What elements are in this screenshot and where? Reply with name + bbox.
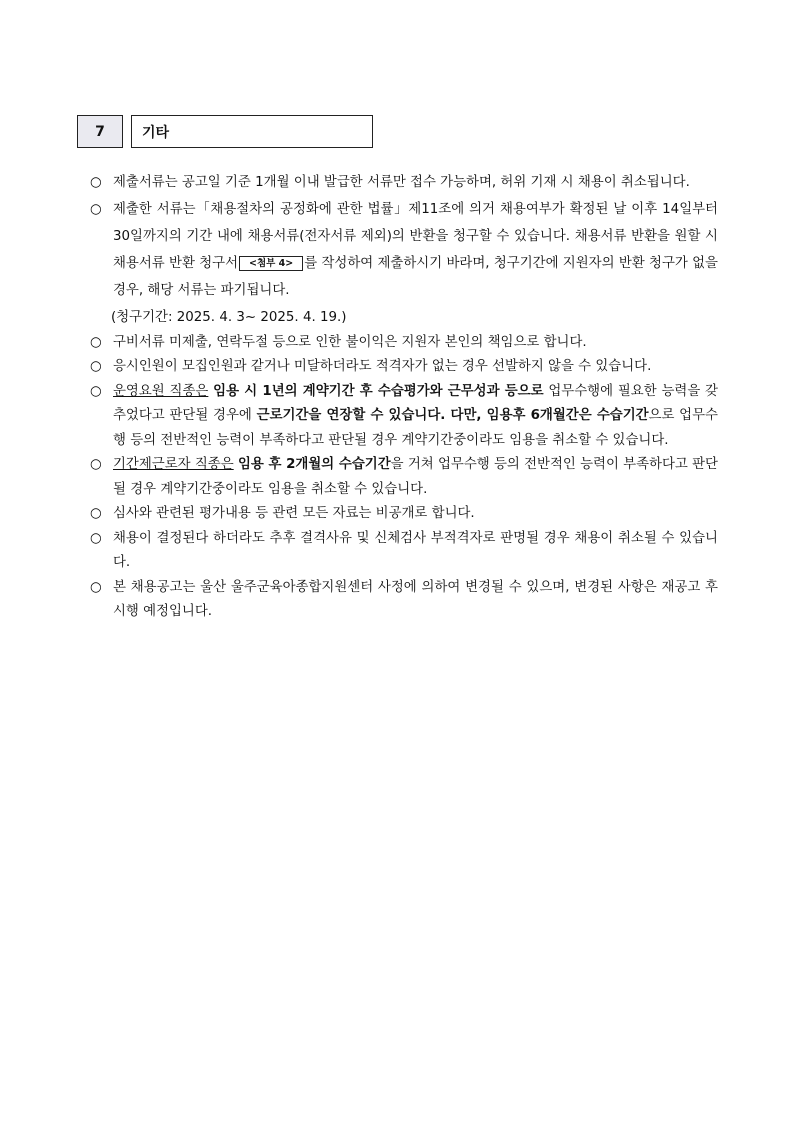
list-item (90, 171, 718, 196)
item-text: 본 채용공고는 울산 울주군육아종합지원센터 사정에 의하여 변경될 수 있으며, 변경된 사항은 재공고 후 시행 예정입니다. (113, 579, 718, 619)
bullet-icon: ○ (90, 201, 102, 217)
item-text: 심사와 관련된 평가내용 등 관련 모든 자료는 비공개로 합니다. (113, 506, 475, 521)
list-item (90, 527, 718, 576)
section-header (77, 115, 373, 148)
claim-period: (청구기간: 2025. 4. 3~ 2025. 4. 19.) (111, 309, 347, 325)
notice-list (90, 171, 718, 625)
bullet-icon: ○ (90, 175, 102, 190)
list-item (90, 196, 718, 331)
bold-text: 근로기간을 연장할 수 있습니다. 다만, 임용후 6개월간은 수습기간 (256, 408, 649, 423)
underlined-text: 기간제근로자 직종은 (113, 457, 234, 472)
section-number: 7 (77, 115, 123, 148)
list-item (90, 453, 718, 502)
bold-text: 임용 후 2개월의 수습기간 (237, 457, 391, 472)
item-text: 구비서류 미제출, 연락두절 등으로 인한 불이익은 지원자 본인의 책임으로 합니다. (113, 334, 587, 350)
bullet-icon: ○ (90, 383, 102, 399)
section-title: 기타 (131, 115, 373, 148)
list-item (90, 502, 718, 527)
item-text: 업무수행에 필요한 능력을 갖추었다고 판단될 경우에 (113, 383, 718, 423)
item-text: 응시인원이 모집인원과 같거나 미달하더라도 적격자가 없는 경우 선발하지 않을 수 있습니다. (113, 359, 652, 374)
bullet-icon: ○ (90, 457, 102, 472)
item-text: 를 작성하여 제출하시기 바라며, 청구기간에 지원자의 반환 청구가 없을 경우, 해당 서류는 파기됩니다. (113, 255, 718, 298)
item-text: 으로 업무수행 등의 전반적인 능력이 부족하다고 판단될 경우 계약기간중이라도 임용을 취소할 수 있습니다. (113, 408, 718, 448)
item-text: 채용서류 반환을 원할 시 채용서류 반환 청구서 (113, 228, 718, 271)
bullet-icon: ○ (90, 530, 102, 546)
list-item (90, 331, 718, 356)
item-text: 제출한 서류는「채용절차의 공정화에 관한 법률」제11조에 의거 채용여부가 확정된 날 이후 14일부터 30일까지의 기간 내에 채용서류(전자서류 제외)의 반환을 청구할 수 있습니다. (113, 201, 718, 244)
bold-text: 임용 시 1년의 계약기간 후 수습평가와 근무성과 등으로 (213, 383, 544, 399)
underlined-text: 운영요원 직종은 (113, 383, 209, 399)
bullet-icon: ○ (90, 334, 102, 350)
item-text: 제출서류는 공고일 기준 1개월 이내 발급한 서류만 접수 가능하며, 허위 기재 시 채용이 취소됩니다. (113, 175, 690, 190)
bullet-icon: ○ (90, 359, 102, 374)
bullet-icon: ○ (90, 579, 102, 595)
list-item (90, 380, 718, 454)
item-text: 을 거쳐 업무수행 등의 전반적인 능력이 부족하다고 판단될 경우 계약기간중이라도 임용을 취소할 수 있습니다. (113, 457, 718, 497)
list-item (90, 355, 718, 380)
bullet-icon: ○ (90, 506, 102, 521)
attachment-badge: <첨부 4> (239, 256, 303, 271)
item-text: 채용이 결정된다 하더라도 추후 결격사유 및 신체검사 부적격자로 판명될 경우 채용이 취소될 수 있습니다. (113, 530, 718, 570)
list-item (90, 576, 718, 625)
